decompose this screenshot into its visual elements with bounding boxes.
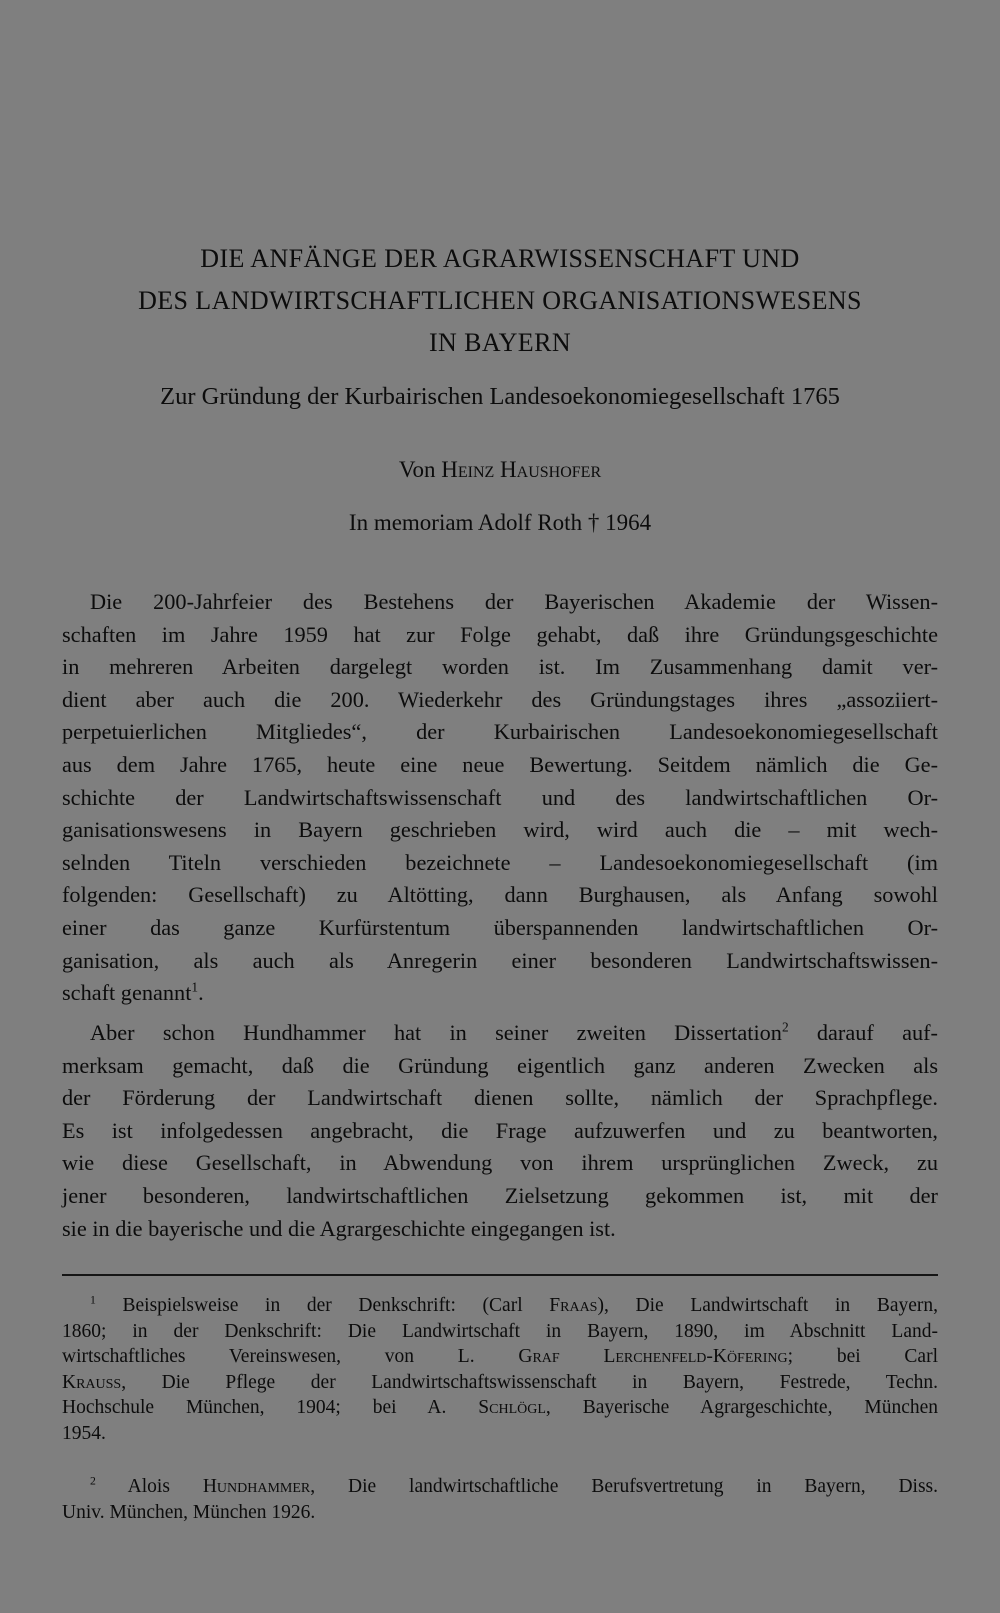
text-line: ganisation, als auch als Anregerin einer besonderen Landwirtschaftswissen- [62,947,938,973]
text-line: wie diese Gesellschaft, in Abwendung von ihrem ursprünglichen Zweck, zu [62,1150,938,1176]
text-line: folgenden: Gesellschaft) zu Altötting, dann Burghausen, als Anfang sowohl [62,882,938,908]
author-name: Schlögl [478,1397,546,1419]
text-line: aus dem Jahre 1765, heute eine neue Bewertung. Seitdem nämlich die Ge- [62,751,938,777]
text-fragment: Beispielsweise in der Denkschrift: (Carl [122,1295,523,1316]
footnote-line [62,1344,938,1370]
footnote-divider [62,1274,938,1276]
text-line: jener besonderen, landwirtschaftlichen Zielsetzung gekommen ist, mit der [62,1182,938,1208]
text-line: schaften im Jahre 1959 hat zur Folge gehabt, daß ihre Gründungsgeschichte [62,621,938,647]
text-fragment: wirtschaftliches Vereinswesen, von L. [62,1346,475,1368]
author-name: Krauss [62,1371,122,1393]
text-line: perpetuierlichen Mitgliedes“, der Kurbairischen Landesoekonomiegesellschaft [62,719,938,745]
footnote-ref-1[interactable]: 1 [191,979,199,995]
text-fragment: , Bayerische Agrargeschichte, München [545,1397,939,1419]
author-name: Heinz Haushofer [441,457,602,482]
text-line: dient aber auch die 200. Wiederkehr des Gründungstages ihres „assoziiert- [62,686,938,712]
footnote-line: 1954. [62,1422,106,1444]
footnote-line [62,1474,938,1500]
text-line: ganisationswesens in Bayern geschrieben wird, wird auch die – mit wech- [62,817,938,843]
author-name: Graf Lerchenfeld-Köfering [518,1346,788,1368]
text-line: Es ist infolgedessen angebracht, die Frage aufzuwerfen und zu beantworten, [62,1117,938,1143]
text-fragment: . [198,980,204,1006]
footnote-line [62,1370,938,1396]
text-fragment: ), Die Landwirtschaft in Bayern, [597,1295,939,1316]
text-line: selnden Titeln verschieden bezeichnete – Landesoekonomiegesellschaft (im [62,849,938,875]
text-fragment: schaft genannt [62,980,192,1006]
text-fragment: darauf auf- [788,1020,938,1045]
footnote-line [62,1395,938,1421]
text-line: merksam gemacht, daß die Gründung eigentlich ganz anderen Zwecken als [62,1052,938,1078]
author-line [0,457,1000,483]
text-fragment: , Die Pflege der Landwirtschaftswissenschaft in Bayern, Festrede, Techn. [121,1371,938,1393]
text-fragment: ; bei Carl [787,1346,938,1368]
dedication: In memoriam Adolf Roth † 1964 [348,510,652,535]
text-fragment: Aber schon Hundhammer hat in seiner zweiten Dissertation [90,1020,782,1045]
text-fragment: , Die landwirtschaftliche Berufsvertretung in Bayern, Diss. [310,1476,939,1497]
footnote-1 [62,1293,938,1447]
text-line: der Förderung der Landwirtschaft dienen sollte, nämlich der Sprachpflege. [62,1085,938,1111]
footnote-mark: 1 [90,1293,96,1307]
footnote-ref-2[interactable]: 2 [781,1019,789,1035]
text-fragment: Alois [127,1476,170,1497]
author-prefix: Von [398,457,436,482]
title-line-3: IN BAYERN [428,328,572,357]
footnote-mark: 2 [90,1474,96,1488]
title-line-2: DES LANDWIRTSCHAFTLICHEN ORGANISATIONSWESENS [138,286,862,315]
paragraph-2 [62,1017,938,1245]
text-line [62,1017,938,1050]
text-line [62,977,938,1010]
text-line: schichte der Landwirtschaftswissenschaft und des landwirtschaftlichen Or- [62,784,938,810]
text-line: einer das ganze Kurfürstentum überspannenden landwirtschaftlichen Or- [62,914,938,940]
article-title [0,238,1000,364]
text-line: sie in die bayerische und die Agrargeschichte eingegangen ist. [62,1215,616,1241]
text-line: Die 200-Jahrfeier des Bestehens der Bayerischen Akademie der Wissen- [90,589,938,614]
paragraph-1 [62,586,938,1010]
author-name: Fraas [549,1295,598,1316]
title-line-1: DIE ANFÄNGE DER AGRARWISSENSCHAFT UND [200,244,800,273]
footnote-line [62,1293,938,1319]
footnote-line: Univ. München, München 1926. [62,1501,316,1523]
author-name: Hundhammer [202,1476,311,1497]
footnote-2 [62,1474,938,1525]
text-line: in mehreren Arbeiten dargelegt worden ist. Im Zusammenhang damit ver- [62,654,938,680]
article-subtitle: Zur Gründung der Kurbairischen Landesoekonomiegesellschaft 1765 [160,383,840,410]
text-fragment: Hochschule München, 1904; bei A. [62,1397,447,1419]
footnote-line: 1860; in der Denkschrift: Die Landwirtschaft in Bayern, 1890, im Abschnitt Land- [62,1320,938,1342]
